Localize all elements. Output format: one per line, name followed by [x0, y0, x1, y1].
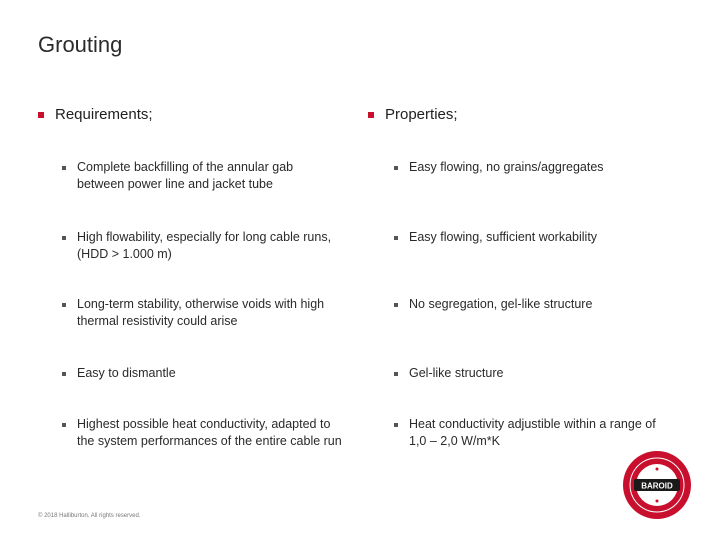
- property-item: Gel-like structure: [394, 365, 694, 382]
- bullet-icon: [394, 166, 398, 170]
- slide-title: Grouting: [38, 32, 123, 57]
- seal-brand-text: BAROID: [641, 481, 673, 491]
- bullet-icon: [62, 372, 66, 376]
- bullet-icon: [38, 112, 44, 118]
- requirement-item: Highest possible heat conductivity, adapted to the system performances of the entire cable run: [62, 416, 347, 450]
- copyright-footer: © 2018 Halliburton. All rights reserved.: [38, 513, 141, 519]
- bullet-icon: [368, 112, 374, 118]
- bullet-icon: [394, 372, 398, 376]
- properties-heading-label: Properties;: [385, 106, 458, 123]
- requirement-item: Complete backfilling of the annular gab between power line and jacket tube: [62, 159, 342, 193]
- bullet-icon: [394, 303, 398, 307]
- bullet-icon: [62, 423, 66, 427]
- bullet-icon: [62, 236, 66, 240]
- requirement-item: High flowability, especially for long cable runs, (HDD > 1.000 m): [62, 229, 342, 263]
- baroid-seal-icon: [621, 449, 693, 521]
- requirement-item: Long-term stability, otherwise voids with high thermal resistivity could arise: [62, 296, 342, 330]
- property-item: Easy flowing, sufficient workability: [394, 229, 694, 246]
- bullet-icon: [394, 423, 398, 427]
- bullet-icon: [62, 303, 66, 307]
- property-item: No segregation, gel-like structure: [394, 296, 694, 313]
- requirements-heading-label: Requirements;: [55, 106, 153, 123]
- property-item: Heat conductivity adjustible within a range of 1,0 – 2,0 W/m*K: [394, 416, 676, 450]
- property-item: Easy flowing, no grains/aggregates: [394, 159, 694, 176]
- bullet-icon: [394, 236, 398, 240]
- requirements-heading: [38, 106, 153, 123]
- bullet-icon: [62, 166, 66, 170]
- requirement-item: Easy to dismantle: [62, 365, 342, 382]
- properties-heading: [368, 106, 458, 123]
